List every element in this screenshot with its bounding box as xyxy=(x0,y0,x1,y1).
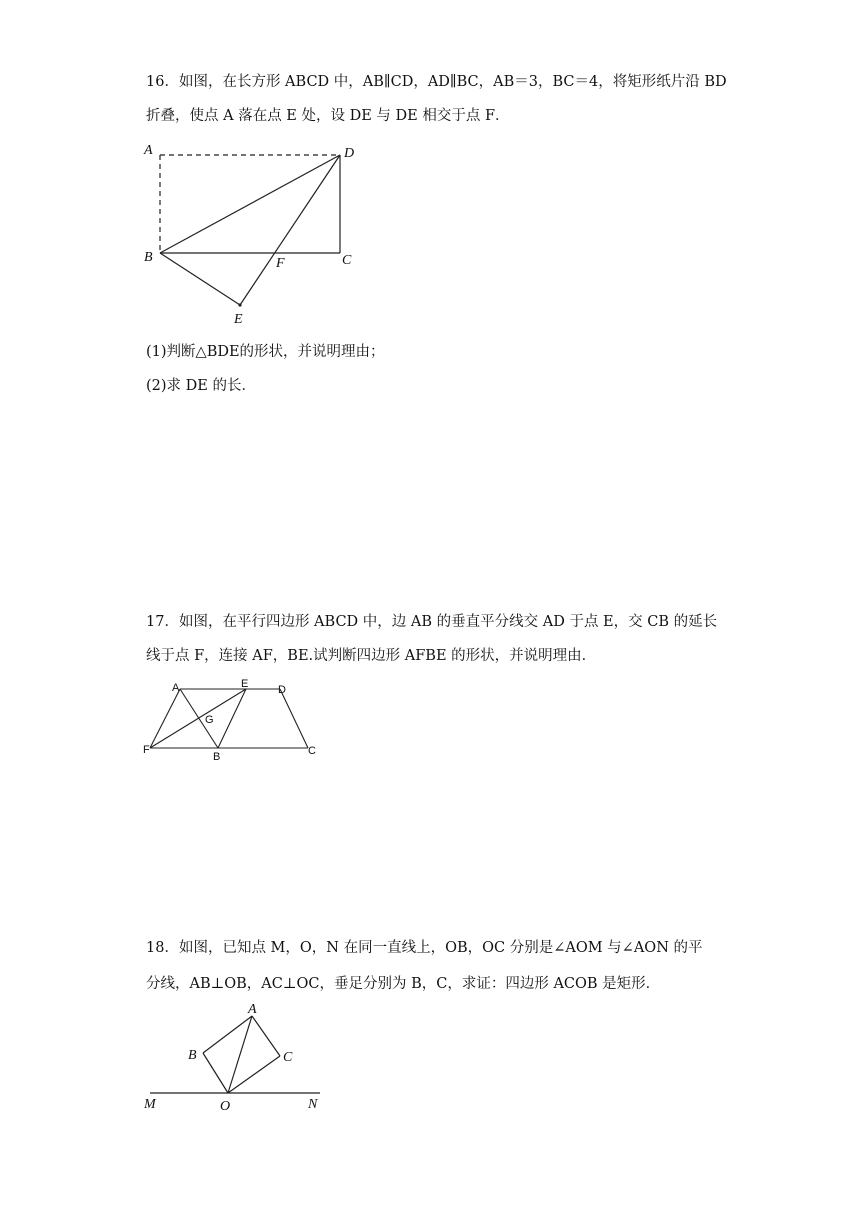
q16-figure xyxy=(140,140,370,330)
label-G: G xyxy=(205,714,214,726)
edge-BD xyxy=(160,155,340,253)
label-C: C xyxy=(342,253,352,268)
edge-BO xyxy=(203,1053,228,1093)
label-A: A xyxy=(248,1002,257,1017)
edge-BE xyxy=(160,253,240,305)
label-B: B xyxy=(188,1048,197,1063)
edge-CA xyxy=(252,1016,280,1056)
label-D: D xyxy=(278,684,286,696)
q17-text-line2: 线于点 F，连接 AF，BE.试判断四边形 AFBE 的形状，并说明理由． xyxy=(146,648,597,664)
label-O: O xyxy=(220,1099,231,1114)
q16-text-line1: 16．如图，在长方形 ABCD 中，AB∥CD，AD∥BC，AB＝3，BC＝4，将矩形纸片沿 BD xyxy=(146,74,727,90)
q16-sub2: (2)求 DE 的长． xyxy=(146,378,256,394)
label-B: B xyxy=(213,751,221,763)
q17-text-line1: 17．如图，在平行四边形 ABCD 中，边 AB 的垂直平分线交 AD 于点 E，交 CB 的延长 xyxy=(146,614,718,630)
label-A: A xyxy=(172,682,180,694)
label-A: A xyxy=(144,143,153,158)
q16-sub1: (1)判断△BDE的形状，并说明理由； xyxy=(146,344,385,360)
label-M: M xyxy=(144,1097,156,1112)
label-C: C xyxy=(283,1050,293,1065)
edge-DC xyxy=(280,689,308,748)
q17-figure xyxy=(140,676,325,766)
q18-text-line1: 18．如图，已知点 M，O，N 在同一直线上，OB，OC 分别是∠AOM 与∠AON 的平 xyxy=(146,940,703,956)
edge-AO xyxy=(228,1016,252,1093)
label-N: N xyxy=(308,1097,318,1112)
label-B: B xyxy=(144,250,153,265)
q18-figure xyxy=(140,998,340,1116)
edge-OC xyxy=(228,1056,280,1093)
label-C: C xyxy=(308,745,316,757)
label-F: F xyxy=(143,744,150,756)
q16-text-line2: 折叠，使点 A 落在点 E 处，设 DE 与 DE 相交于点 F． xyxy=(146,108,510,124)
label-E: E xyxy=(234,312,243,327)
point-E-dot xyxy=(238,303,241,306)
label-E: E xyxy=(241,678,249,690)
edge-AB xyxy=(203,1016,252,1053)
label-D: D xyxy=(344,146,355,161)
edge-DE xyxy=(240,155,340,305)
q18-text-line2: 分线，AB⊥OB，AC⊥OC，垂足分别为 B，C，求证：四边形 ACOB 是矩形． xyxy=(146,976,661,992)
label-F: F xyxy=(276,256,285,271)
